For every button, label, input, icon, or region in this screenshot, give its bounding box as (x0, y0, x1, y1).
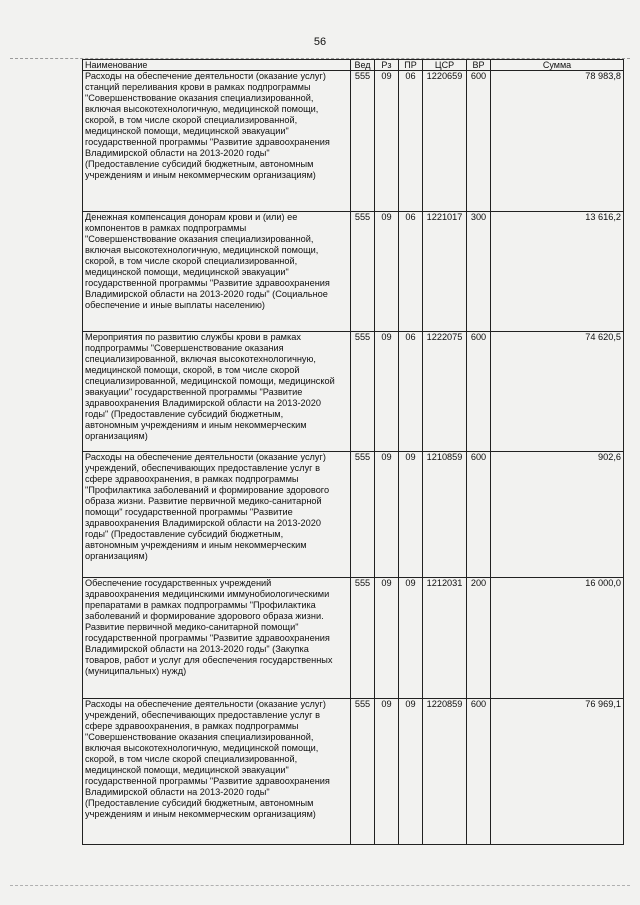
table-header-row (83, 60, 624, 71)
row-csr: 1212031 (423, 578, 467, 699)
row-ved: 555 (351, 699, 375, 845)
row-sum: 74 620,5 (491, 332, 624, 452)
row-ved: 555 (351, 212, 375, 332)
row-name: Расходы на обеспечение деятельности (оказание услуг) станций переливания крови в рамках подпрограммы "Совершенствование оказания специализированной, включая высокотехнологичную, медицинской помощи, скорой, в том числе скорой специализированной, медицинской помощи, медицинской эвакуации" государственной программы "Развитие здравоохранения Владимирской области на 2013-2020 годы" (Предоставление субсидий бюджетным, автономным учреждениям и иным некоммерческим организациям) (83, 71, 351, 212)
row-rz: 09 (375, 578, 399, 699)
header-sum: Сумма (491, 60, 624, 71)
row-name: Мероприятия по развитию службы крови в рамках подпрограммы "Совершенствование оказания специализированной, включая высокотехнологичную, медицинской помощи, скорой, в том числе скорой специализированной, медицинской помощи, медицинской эвакуации" государственной программы "Развитие здравоохранения Владимирской области на 2013-2020 годы" (Предоставление субсидий бюджетным, автономным учреждениям и иным некоммерческим организациям) (83, 332, 351, 452)
row-ved: 555 (351, 71, 375, 212)
table-row (83, 71, 624, 212)
row-name: Обеспечение государственных учреждений здравоохранения медицинскими иммунобиологическими препаратами в рамках подпрограммы "Профилактика заболеваний и формирование здорового образа жизни. Развитие первичной медико-санитарной помощи" государственной программы "Развитие здравоохранения Владимирской области на 2013-2020 годы" (Закупка товаров, работ и услуг для обеспечения государственных (муниципальных) нужд) (83, 578, 351, 699)
table-row (83, 699, 624, 845)
row-ved: 555 (351, 452, 375, 578)
row-csr: 1220859 (423, 699, 467, 845)
header-rz: Рз (375, 60, 399, 71)
header-ved: Вед (351, 60, 375, 71)
row-pr: 06 (399, 212, 423, 332)
header-vr: ВР (467, 60, 491, 71)
row-rz: 09 (375, 212, 399, 332)
row-rz: 09 (375, 699, 399, 845)
row-pr: 09 (399, 699, 423, 845)
budget-table (82, 59, 624, 845)
row-sum: 16 000,0 (491, 578, 624, 699)
row-pr: 09 (399, 452, 423, 578)
row-vr: 600 (467, 699, 491, 845)
table-row (83, 452, 624, 578)
bottom-rule (10, 885, 630, 886)
row-ved: 555 (351, 332, 375, 452)
row-vr: 300 (467, 212, 491, 332)
page-number: 56 (313, 36, 327, 48)
row-pr: 09 (399, 578, 423, 699)
row-pr: 06 (399, 332, 423, 452)
row-sum: 13 616,2 (491, 212, 624, 332)
row-pr: 06 (399, 71, 423, 212)
row-vr: 600 (467, 332, 491, 452)
row-csr: 1221017 (423, 212, 467, 332)
row-name: Расходы на обеспечение деятельности (оказание услуг) учреждений, обеспечивающих предоставление услуг в сфере здравоохранения, в рамках подпрограммы "Совершенствование оказания специализированной, включая высокотехнологичную, медицинской помощи, скорой, в том числе скорой специализированной, медицинской помощи, медицинской эвакуации" государственной программы "Развитие здравоохранения Владимирской области на 2013-2020 годы" (Предоставление субсидий бюджетным, автономным учреждениям и иным некоммерческим организациям) (83, 699, 351, 845)
header-csr: ЦСР (423, 60, 467, 71)
row-csr: 1222075 (423, 332, 467, 452)
row-csr: 1210859 (423, 452, 467, 578)
header-pr: ПР (399, 60, 423, 71)
row-sum: 78 983,8 (491, 71, 624, 212)
row-sum: 902,6 (491, 452, 624, 578)
row-vr: 600 (467, 452, 491, 578)
header-name: Наименование (83, 60, 351, 71)
row-name: Денежная компенсация донорам крови и (или) ее компонентов в рамках подпрограммы "Совершенствование оказания специализированной, включая высокотехнологичную, медицинской помощи, скорой, в том числе скорой специализированной, медицинской помощи, медицинской эвакуации" государственной программы "Развитие здравоохранения Владимирской области на 2013-2020 годы" (Социальное обеспечение и иные выплаты населению) (83, 212, 351, 332)
row-ved: 555 (351, 578, 375, 699)
row-vr: 600 (467, 71, 491, 212)
table-row (83, 212, 624, 332)
row-sum: 76 969,1 (491, 699, 624, 845)
row-csr: 1220659 (423, 71, 467, 212)
row-vr: 200 (467, 578, 491, 699)
row-rz: 09 (375, 71, 399, 212)
row-rz: 09 (375, 332, 399, 452)
row-name: Расходы на обеспечение деятельности (оказание услуг) учреждений, обеспечивающих предоставление услуг в сфере здравоохранения, в рамках подпрограммы "Профилактика заболеваний и формирование здорового образа жизни. Развитие первичной медико-санитарной помощи" государственной программы "Развитие здравоохранения Владимирской области на 2013-2020 годы" (Предоставление субсидий бюджетным, автономным учреждениям и иным некоммерческим организациям) (83, 452, 351, 578)
table-row (83, 332, 624, 452)
row-rz: 09 (375, 452, 399, 578)
table-row (83, 578, 624, 699)
